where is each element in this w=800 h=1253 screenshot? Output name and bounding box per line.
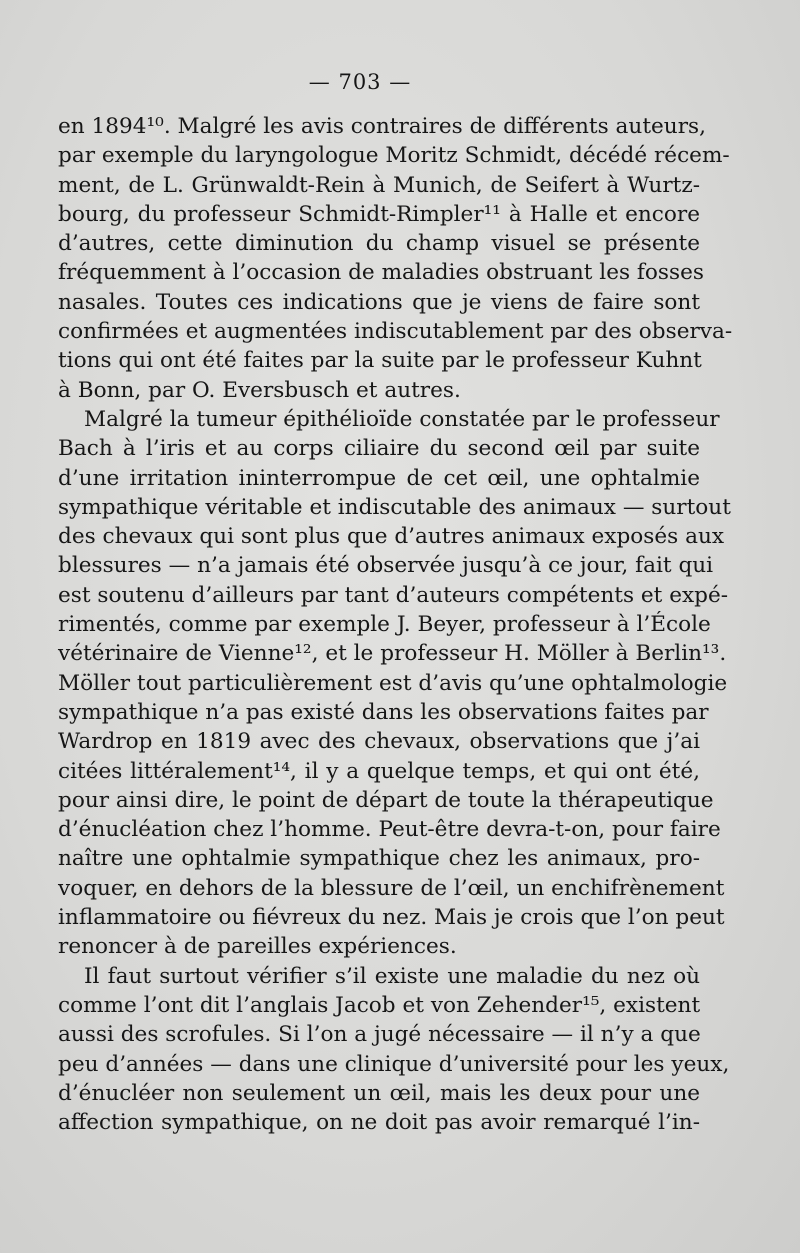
text-line: aussi des scrofules. Si l’on a jugé nécessaire — il n’y a que: [58, 1022, 701, 1048]
text-line: sympathique n’a pas existé dans les observations faites par: [58, 699, 709, 725]
text-line: des chevaux qui sont plus que d’autres animaux exposés aux: [58, 524, 725, 550]
text-line: est soutenu d’ailleurs par tant d’auteurs compétents et expé-: [58, 582, 729, 608]
text-line: renoncer à de pareilles expériences.: [58, 934, 457, 960]
text-line: sympathique véritable et indiscutable des animaux — surtout: [58, 494, 731, 520]
paragraph-1: [58, 112, 733, 405]
text-line: fréquemment à l’occasion de maladies obstruant les fosses: [58, 260, 704, 286]
text-line: rimentés, comme par exemple J. Beyer, professeur à l’École: [58, 612, 711, 638]
text-line: voquer, en dehors de la blessure de l’œil, un enchifrènement: [58, 875, 725, 901]
text-line: Bach à l’iris et au corps ciliaire du second œil par suite: [58, 436, 700, 462]
text-line: comme l’ont dit l’anglais Jacob et von Zehender¹⁵, existent: [58, 992, 701, 1018]
text-line: en 1894¹⁰. Malgré les avis contraires de différents auteurs,: [58, 114, 706, 139]
body-text: [58, 112, 733, 1137]
paragraph-3: [58, 962, 730, 1138]
text-line: d’énucléation chez l’homme. Peut-être devra-t-on, pour faire: [58, 817, 721, 843]
page-number: — 703 —: [308, 70, 412, 94]
text-line: pour ainsi dire, le point de départ de toute la thérapeutique: [58, 787, 714, 813]
text-line: d’autres, cette diminution du champ visuel se présente: [58, 231, 700, 257]
paragraph-2: [58, 405, 731, 962]
text-line: Il faut surtout vérifier s’il existe une maladie du nez où: [84, 963, 700, 989]
text-line: inflammatoire ou fiévreux du nez. Mais je crois que l’on peut: [58, 905, 725, 931]
text-line: citées littéralement¹⁴, il y a quelque temps, et qui ont été,: [58, 758, 700, 784]
text-line: nasales. Toutes ces indications que je viens de faire sont: [58, 289, 700, 315]
text-line: confirmées et augmentées indiscutablement par des observa-: [58, 319, 733, 345]
text-line: vétérinaire de Vienne¹², et le professeur H. Möller à Berlin¹³.: [58, 641, 727, 667]
text-line: bourg, du professeur Schmidt-Rimpler¹¹ à Halle et encore: [58, 201, 700, 227]
text-line: affection sympathique, on ne doit pas avoir remarqué l’in-: [58, 1110, 700, 1136]
text-line: naître une ophtalmie sympathique chez les animaux, pro-: [58, 846, 700, 872]
text-line: par exemple du laryngologue Moritz Schmidt, décédé récem-: [58, 143, 730, 169]
text-line: d’une irritation ininterrompue de cet œil, une ophtalmie: [58, 465, 700, 491]
text-line: peu d’années — dans une clinique d’université pour les yeux,: [58, 1051, 730, 1077]
text-line: tions qui ont été faites par la suite par le professeur Kuhnt: [58, 348, 702, 374]
text-line: blessures — n’a jamais été observée jusqu’à ce jour, fait qui: [58, 553, 714, 579]
text-line: ment, de L. Grünwaldt-Rein à Munich, de Seifert à Wurtz-: [58, 172, 700, 198]
text-line: d’énucléer non seulement un œil, mais les deux pour une: [58, 1080, 700, 1106]
text-line: Wardrop en 1819 avec des chevaux, observations que j’ai: [58, 729, 700, 755]
text-line: à Bonn, par O. Eversbusch et autres.: [58, 377, 461, 403]
text-line: Malgré la tumeur épithélioïde constatée par le professeur: [84, 406, 720, 432]
text-line: Möller tout particulièrement est d’avis qu’une ophtalmologie: [58, 670, 728, 696]
